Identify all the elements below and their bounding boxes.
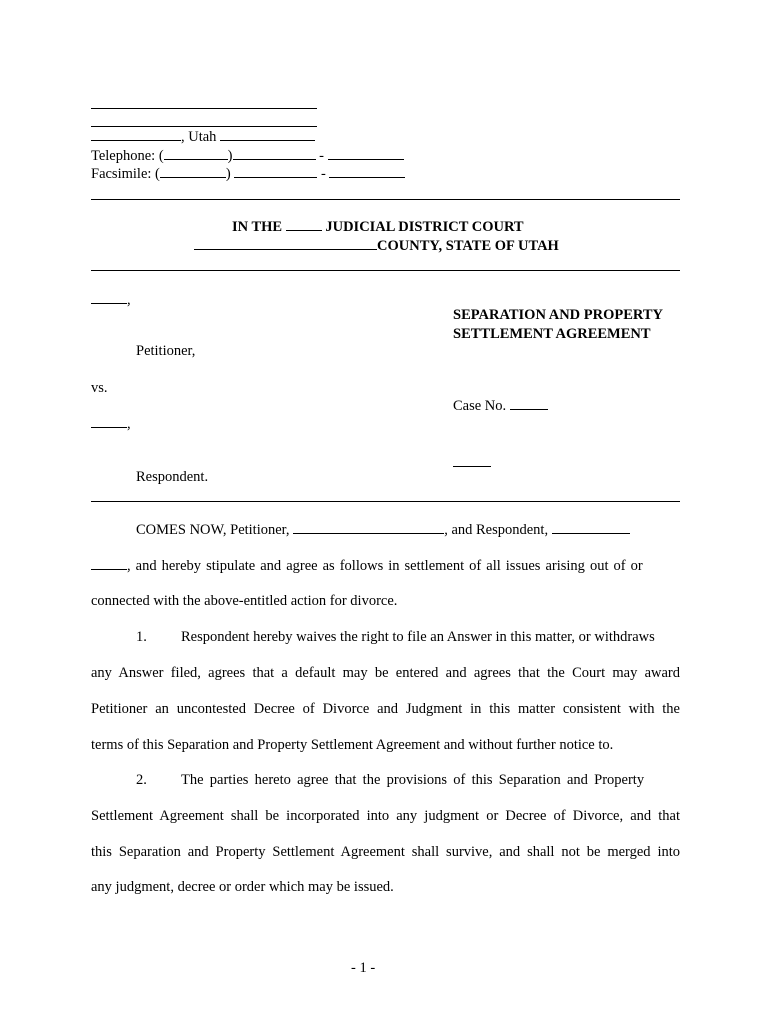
paragraph-1-line-2: any Answer filed, agrees that a default may be entered and agrees that the Court may award — [91, 665, 680, 681]
paragraph-1-number: 1. — [136, 629, 147, 645]
paragraph-2-line-4: any judgment, decree or order which may be issued. — [91, 879, 394, 895]
attorney-address-line — [91, 126, 317, 127]
page-number: - 1 - — [351, 960, 376, 976]
judge-blank — [453, 466, 491, 467]
paragraph-2-number: 2. — [136, 772, 147, 788]
attorney-name-line — [91, 108, 317, 109]
case-label: Case No. — [453, 398, 507, 414]
city-suffix: , Utah — [181, 129, 217, 145]
petitioner-name-blank: , — [91, 292, 131, 309]
header-divider — [91, 199, 680, 200]
document-title-line-1: SEPARATION AND PROPERTY — [453, 307, 664, 323]
intro-line-3: connected with the above-entitled action for divorce. — [91, 593, 398, 609]
respondent-name-blank: , — [91, 416, 131, 433]
intro-line-1: COMES NOW, Petitioner, , and Respondent, — [136, 522, 630, 539]
facsimile-dash: - — [320, 166, 326, 182]
intro-line-2: , and hereby stipulate and agree as follows in settlement of all issues arising out of or — [91, 558, 643, 575]
versus-label: vs. — [91, 380, 108, 396]
facsimile-line — [91, 166, 405, 183]
telephone-mid: ) — [227, 148, 233, 164]
facsimile-label: Facsimile: ( — [91, 166, 160, 182]
case-number — [453, 398, 548, 415]
document-title-line-2: SETTLEMENT AGREEMENT — [453, 326, 651, 342]
caption-divider — [91, 501, 680, 502]
respondent-label: Respondent. — [136, 469, 209, 485]
paragraph-2-line-2: Settlement Agreement shall be incorporated into any judgment or Decree of Divorce, and that — [91, 808, 680, 824]
court-line-1: IN THE JUDICIAL DISTRICT COURT — [232, 219, 524, 235]
city-line — [91, 129, 315, 146]
telephone-line — [91, 148, 404, 165]
paragraph-1-line-1: Respondent hereby waives the right to file an Answer in this matter, or withdraws — [181, 629, 655, 645]
petitioner-label: Petitioner, — [136, 343, 196, 359]
court-line-2: COUNTY, STATE OF UTAH — [194, 238, 559, 255]
telephone-label: Telephone: ( — [91, 148, 164, 164]
paragraph-2-line-3: this Separation and Property Settlement Agreement shall survive, and shall not be merged into — [91, 844, 680, 860]
telephone-dash: - — [319, 148, 324, 164]
paragraph-1-line-4: terms of this Separation and Property Settlement Agreement and without further notice to. — [91, 737, 614, 753]
paragraph-1-line-3: Petitioner an uncontested Decree of Divorce and Judgment in this matter consistent with the — [91, 701, 680, 717]
paragraph-2-line-1: The parties hereto agree that the provisions of this Separation and Property — [181, 772, 645, 788]
facsimile-mid: ) — [225, 166, 231, 182]
court-divider — [91, 270, 680, 271]
